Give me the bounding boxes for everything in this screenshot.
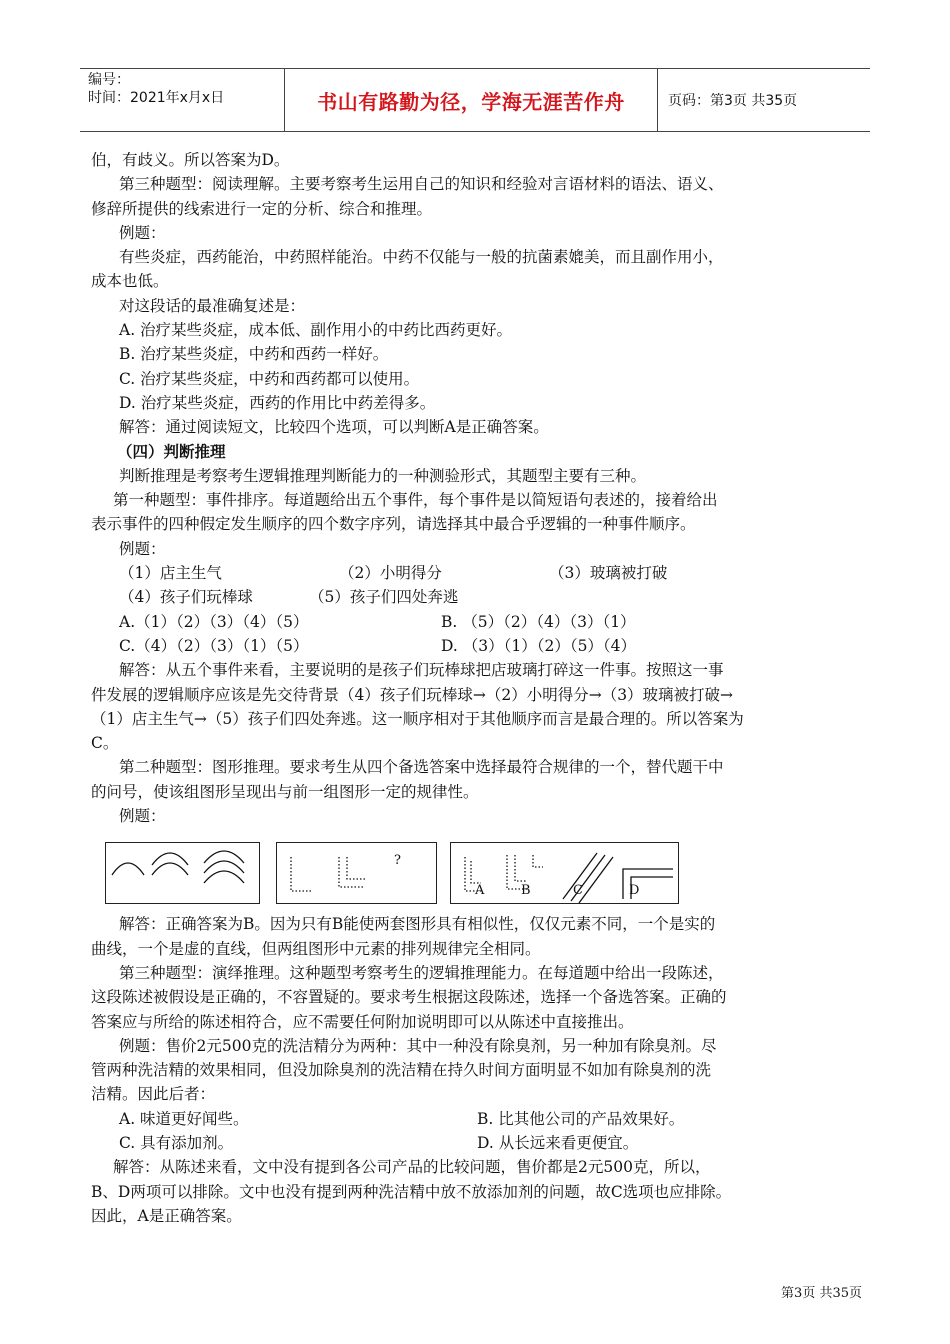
option-label-c: C xyxy=(573,883,583,899)
paragraph-line: 的问号，使该组图形呈现出与前一组图形一定的规律性。 xyxy=(91,782,479,801)
figure-reasoning-example xyxy=(119,832,864,908)
paragraph-line: 第二种题型：图形推理。要求考生从四个备选答案中选择最符合规律的一个，替代题干中 xyxy=(119,758,724,777)
option-line: C. 治疗某些炎症，中药和西药都可以使用。 xyxy=(119,369,420,388)
paragraph-line: 管两种洗洁精的效果相同，但没加除臭剂的洗洁精在持久时间方面明显不如加有除臭剂的洗 xyxy=(91,1061,712,1080)
option-line: A. 治疗某些炎症，成本低、副作用小的中药比西药更好。 xyxy=(119,321,513,340)
paragraph-line: 第三种题型：阅读理解。主要考察考生运用自己的知识和经验对言语材料的语法、语义、 xyxy=(119,175,724,194)
paragraph-line: 解答：从五个事件来看，主要说明的是孩子们玩棒球把店玻璃打碎这一件事。按照这一事 xyxy=(119,661,724,680)
event-item: （5）孩子们四处奔逃 xyxy=(309,588,459,607)
paragraph-line: 第一种题型：事件排序。每道题给出五个事件，每个事件是以简短语句表述的，接着给出 xyxy=(113,491,718,510)
curves-drawing xyxy=(106,843,261,905)
motto: 书山有路勤为径，学海无涯苦作舟 xyxy=(317,89,625,114)
options-row-2 xyxy=(119,1131,864,1155)
events-row-2 xyxy=(119,585,864,609)
header-meta xyxy=(80,69,285,131)
answer-option: A. 味道更好闻些。 xyxy=(119,1109,249,1128)
paragraph-line: 第三种题型：演绎推理。这种题型考察考生的逻辑推理能力。在每道题中给出一段陈述， xyxy=(119,963,724,982)
paragraph-line: 解答：正确答案为B。因为只有B能使两套图形具有相似性，仅仅元素不同，一个是实的 xyxy=(119,915,716,934)
paragraph-line: 曲线，一个是虚的直线，但两组图形中元素的排列规律完全相同。 xyxy=(91,939,541,958)
paragraph-line: 成本也低。 xyxy=(91,272,169,291)
paragraph-line: C。 xyxy=(91,734,119,753)
option-line: D. 治疗某些炎症，西药的作用比中药差得多。 xyxy=(119,393,436,412)
orders-row-1 xyxy=(119,610,864,634)
events-row-1 xyxy=(119,561,864,585)
orders-row-2 xyxy=(119,634,864,658)
date-label: 时间：2021年x月x日 xyxy=(88,90,225,106)
question-mark: ? xyxy=(394,853,401,869)
order-option: C.（4）（2）（3）（1）（5） xyxy=(119,636,309,655)
order-option: D. （3）（1）（2）（5）（4） xyxy=(441,636,637,655)
option-label-b: B xyxy=(521,883,531,899)
document-body xyxy=(91,148,864,1228)
paragraph-line: B、D两项可以排除。文中也没有提到两种洗洁精中放不放添加剂的问题，故C选项也应排除。 xyxy=(91,1182,732,1201)
answer-option: C. 具有添加剂。 xyxy=(119,1133,234,1152)
paragraph-line: 解答：从陈述来看，文中没有提到各公司产品的比较问题，售价都是2元500克，所以， xyxy=(113,1158,711,1177)
paragraph-line: 答案应与所给的陈述相符合，应不需要任何附加说明即可以从陈述中直接推出。 xyxy=(91,1012,634,1031)
order-option: A.（1）（2）（3）（4）（5） xyxy=(119,612,309,631)
figure-box-options xyxy=(450,842,679,904)
section-heading: （四）判断推理 xyxy=(117,441,226,461)
page-label: 页码：第3页 共35页 xyxy=(668,93,798,109)
order-option: B. （5）（2）（4）（3）（1） xyxy=(441,612,636,631)
event-item: （1）店主生气 xyxy=(119,564,222,583)
answer-option: D. 从长远来看更便宜。 xyxy=(477,1133,639,1152)
figure-box-dotted xyxy=(276,842,437,904)
paragraph-line: 这段陈述被假设是正确的，不容置疑的。要求考生根据这段陈述，选择一个备选答案。正确的 xyxy=(91,988,727,1007)
page-footer: 第3页 共35页 xyxy=(781,1286,862,1301)
dotted-corners-drawing xyxy=(277,843,438,905)
options-drawing xyxy=(451,843,680,905)
paragraph-line: 因此，A是正确答案。 xyxy=(91,1206,242,1225)
option-label-d: D xyxy=(629,883,640,899)
paragraph-line: 例题： xyxy=(119,807,166,826)
paragraph-line: 伯，有歧义。所以答案为D。 xyxy=(91,151,290,169)
answer-option: B. 比其他公司的产品效果好。 xyxy=(477,1109,685,1128)
option-line: B. 治疗某些炎症，中药和西药一样好。 xyxy=(119,345,389,364)
options-row-1 xyxy=(119,1107,864,1131)
event-item: （2）小明得分 xyxy=(339,564,442,583)
paragraph-line: （1）店主生气→（5）孩子们四处奔逃。这一顺序相对于其他顺序而言是最合理的。所以答案为 xyxy=(91,709,744,728)
header-table xyxy=(80,68,870,132)
paragraph-line: 表示事件的四种假定发生顺序的四个数字序列，请选择其中最合乎逻辑的一种事件顺序。 xyxy=(91,515,696,534)
paragraph-line: 修辞所提供的线索进行一定的分析、综合和推理。 xyxy=(91,199,433,218)
event-item: （4）孩子们玩棒球 xyxy=(119,588,253,607)
header-motto-cell xyxy=(285,69,658,131)
paragraph-line: 解答：通过阅读短文，比较四个选项，可以判断A是正确答案。 xyxy=(119,418,549,437)
paragraph-line: 有些炎症，西药能治，中药照样能治。中药不仅能与一般的抗菌素媲美，而且副作用小， xyxy=(119,248,724,267)
paragraph-line: 件发展的逻辑顺序应该是先交待背景（4）孩子们玩棒球→（2）小明得分→（3）玻璃被打破→ xyxy=(91,685,734,704)
paragraph-line: 判断推理是考察考生逻辑推理判断能力的一种测验形式，其题型主要有三种。 xyxy=(119,466,647,485)
option-label-a: A xyxy=(475,883,485,899)
paragraph-line: 例题： xyxy=(119,539,166,558)
paragraph-line: 例题： xyxy=(119,223,166,242)
event-item: （3）玻璃被打破 xyxy=(549,564,668,583)
header-page-cell xyxy=(658,69,870,131)
figure-box-curves xyxy=(105,842,260,904)
paragraph-line: 洁精。因此后者： xyxy=(91,1085,216,1104)
paragraph-line: 对这段话的最准确复述是： xyxy=(119,296,306,315)
paragraph-line: 例题：售价2元500克的洗洁精分为两种：其中一种没有除臭剂，另一种加有除臭剂。尽 xyxy=(119,1036,717,1055)
number-label: 编号： xyxy=(88,72,130,88)
